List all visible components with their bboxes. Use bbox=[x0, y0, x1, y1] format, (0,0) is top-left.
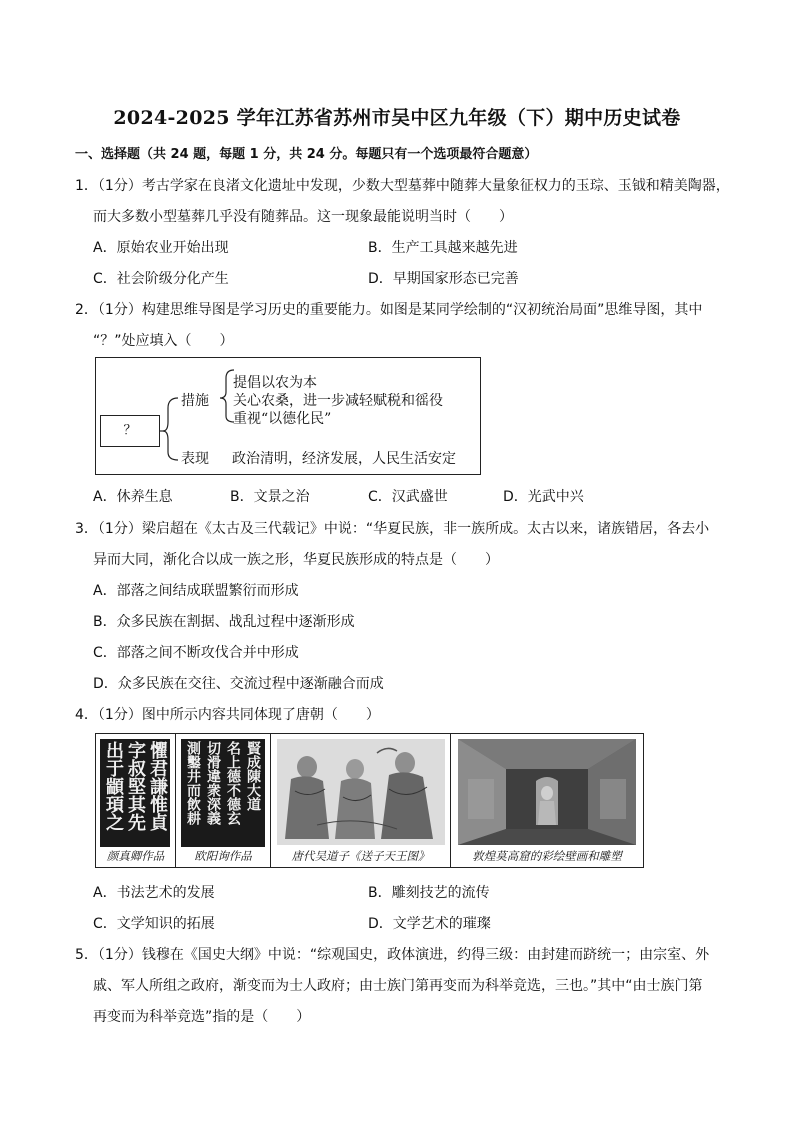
q4-option-d[interactable]: D．文学艺术的璀璨 bbox=[368, 916, 491, 932]
q2-option-a[interactable]: A．休养生息 bbox=[93, 489, 173, 505]
q4-option-a[interactable]: A．书法艺术的发展 bbox=[93, 885, 215, 901]
dunhuang-panel bbox=[451, 734, 643, 867]
ouyang-xun-calligraphy-panel bbox=[176, 734, 271, 867]
caption-dunhuang: 敦煌莫高窟的彩绘壁画和雕塑 bbox=[472, 849, 622, 863]
q4-option-c[interactable]: C．文学知识的拓展 bbox=[93, 916, 215, 932]
caption-wu-daozi: 唐代吴道子《送子天王图》 bbox=[291, 849, 430, 863]
q2-option-c[interactable]: C．汉武盛世 bbox=[368, 489, 448, 505]
q1-stem-line1: 1．（1分）考古学家在良渚文化遗址中发现，少数大型墓葬中随葬大量象征权力的玉琮、玉钺和精美陶器， bbox=[75, 178, 730, 194]
q1-stem-line2: 而大多数小型墓葬几乎没有随葬品。这一现象最能说明当时（ ） bbox=[93, 209, 513, 225]
mind-map-measure-3: 重视“以德化民” bbox=[233, 411, 332, 427]
ouyang-xun-rubbing-image bbox=[181, 739, 265, 847]
section-heading: 一、选择题（共 24 题，每题 1 分，共 24 分。每题只有一个选项最符合题意） bbox=[75, 147, 538, 162]
q5-stem-line1: 5．（1分）钱穆在《国史大纲》中说：“综观国史，政体演进，约得三级：由封建而跻统一；由宗室、外 bbox=[75, 947, 710, 963]
mind-map-center-box: ？ bbox=[100, 415, 160, 447]
q1-option-a[interactable]: A．原始农业开始出现 bbox=[93, 240, 229, 256]
q3-option-d[interactable]: D．众多民族在交往、交流过程中逐渐融合而成 bbox=[93, 676, 384, 692]
q1-option-d[interactable]: D．早期国家形态已完善 bbox=[368, 271, 519, 287]
q5-stem-line3: 再变而为科举竞选”指的是（ ） bbox=[93, 1009, 311, 1025]
ou-col-3: 切滑違衆深義 bbox=[205, 741, 221, 825]
ou-col-1: 賢成陳大道 bbox=[245, 741, 261, 811]
caption-ouyang-xun: 欧阳询作品 bbox=[194, 849, 252, 863]
mind-map-result: 政治清明，经济发展，人民生活安定 bbox=[232, 451, 456, 467]
q4-stem-line1: 4．（1分）图中所示内容共同体现了唐朝（ ） bbox=[75, 707, 380, 723]
q1-option-b[interactable]: B．生产工具越来越先进 bbox=[368, 240, 518, 256]
q1-option-c[interactable]: C．社会阶级分化产生 bbox=[93, 271, 229, 287]
caption-yan-zhenqing: 颜真卿作品 bbox=[106, 849, 165, 863]
wu-daozi-painting-panel bbox=[271, 734, 451, 867]
q3-option-c[interactable]: C．部落之间不断攻伐合并中形成 bbox=[93, 645, 299, 661]
mind-map-measure-2: 关心农桑，进一步减轻赋税和徭役 bbox=[233, 393, 443, 409]
yan-col-2: 字叔堅其先 bbox=[125, 741, 146, 831]
exam-title: 2024-2025 学年江苏省苏州市吴中区九年级（下）期中历史试卷 bbox=[113, 107, 681, 129]
q5-stem-line2: 戚、军人所组之政府，渐变而为士人政府；由士族门第再变而为科举竞选，三也。”其中“由士族门第 bbox=[93, 978, 703, 994]
mind-map-result-label: 表现 bbox=[181, 451, 209, 467]
dunhuang-grotto-image bbox=[458, 739, 636, 845]
q2-option-b[interactable]: B．文景之治 bbox=[230, 489, 310, 505]
q2-stem-line2: “？”处应填入（ ） bbox=[93, 333, 234, 349]
q3-option-a[interactable]: A．部落之间结成联盟繁衍而形成 bbox=[93, 583, 299, 599]
q3-stem-line2: 异而大同，渐化合以成一族之形，华夏民族形成的特点是（ ） bbox=[93, 552, 499, 568]
wu-daozi-painting-image bbox=[277, 739, 445, 845]
mind-map-measures-label: 措施 bbox=[181, 393, 209, 409]
ou-col-4: 測鑿井而飲耕 bbox=[185, 741, 201, 825]
yan-zhenqing-rubbing-image bbox=[100, 739, 170, 847]
yan-zhenqing-calligraphy-panel bbox=[96, 734, 176, 867]
q4-image-strip bbox=[95, 733, 644, 868]
q4-option-b[interactable]: B．雕刻技艺的流传 bbox=[368, 885, 490, 901]
q3-stem-line1: 3．（1分）梁启超在《太古及三代载记》中说：“华夏民族，非一族所成。太古以来，诸族错居，各去小 bbox=[75, 521, 710, 537]
mind-map-measure-1: 提倡以农为本 bbox=[233, 375, 317, 391]
yan-col-3: 出于顓頊之 bbox=[103, 741, 124, 831]
q3-option-b[interactable]: B．众多民族在割据、战乱过程中逐渐形成 bbox=[93, 614, 355, 630]
ou-col-2: 名上德不德玄 bbox=[225, 741, 241, 825]
yan-col-1: 懼君謙惟貞 bbox=[147, 741, 168, 831]
q2-option-d[interactable]: D．光武中兴 bbox=[503, 489, 584, 505]
q2-stem-line1: 2．（1分）构建思维导图是学习历史的重要能力。如图是某同学绘制的“汉初统治局面”思维导图，其中 bbox=[75, 302, 703, 318]
